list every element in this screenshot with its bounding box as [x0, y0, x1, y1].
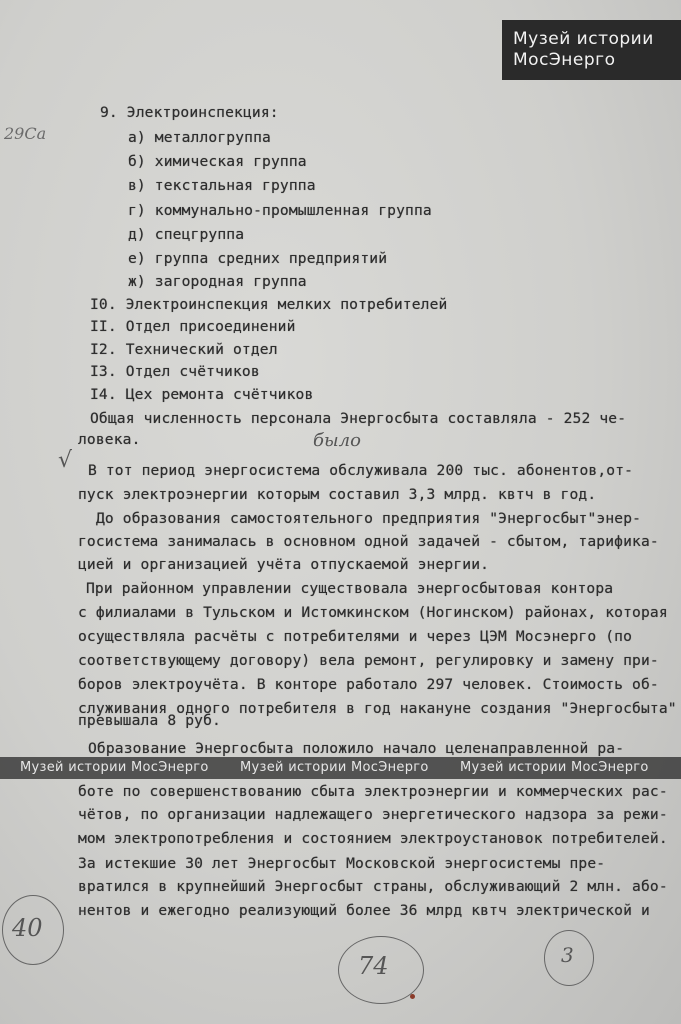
body-line: нентов и ежегодно реализующий более 36 млрд квтч электрической и: [78, 902, 650, 919]
body-line: Общая численность персонала Энергосбыта составляла - 252 че-: [90, 410, 627, 427]
watermark-text: Музей истории МосЭнерго: [240, 760, 429, 775]
sub-item-d: д) спецгруппа: [128, 226, 245, 243]
logo-line-2: МосЭнерго: [513, 50, 616, 70]
sub-item-a: а) металлогруппа: [128, 129, 271, 146]
sub-item-v: в) текстальная группа: [128, 177, 316, 194]
body-line: мом электропотребления и состоянием электроустановок потребителей.: [78, 830, 668, 847]
sub-item-zh: ж) загородная группа: [128, 273, 307, 290]
body-line: боте по совершенствованию сбыта электроэнергии и коммерческих рас-: [78, 783, 668, 800]
body-line: За истекшие 30 лет Энергосбыт Московской энергосистемы пре-: [78, 855, 606, 872]
body-line: превышала 8 руб.: [78, 712, 221, 729]
stray-mark: [410, 994, 415, 999]
page-number-center: 74: [358, 952, 389, 980]
body-line: госистема занималась в основном одной задачей - сбытом, тарифика-: [78, 533, 659, 550]
list-item-13: I3. Отдел счётчиков: [90, 363, 260, 380]
sub-item-g: г) коммунально-промышленная группа: [128, 202, 432, 219]
body-line: осуществляла расчёты с потребителями и через ЦЭМ Мосэнерго (по: [78, 628, 633, 645]
body-line: чётов, по организации надлежащего энергетического надзора за режи-: [78, 806, 668, 823]
body-line: До образования самостоятельного предприятия "Энергосбыт"энер-: [96, 510, 642, 527]
page-number-left: 40: [12, 914, 43, 942]
handwritten-insert: было: [313, 430, 361, 451]
list-item-12: I2. Технический отдел: [90, 341, 278, 358]
watermark-text: Музей истории МосЭнерго: [460, 760, 649, 775]
body-line: цией и организацией учёта отпускаемой энергии.: [78, 556, 490, 573]
page-number-right: 3: [561, 943, 574, 967]
body-line: При районном управлении существовала энергосбытовая контора: [86, 580, 614, 597]
body-line: служивания одного потребителя в год накануне создания "Энергосбыта": [78, 700, 677, 717]
list-item-11: II. Отдел присоединений: [90, 318, 296, 335]
body-line: с филиалами в Тульском и Истомкинском (Ногинском) районах, которая: [78, 604, 668, 621]
museum-logo: [502, 20, 681, 80]
body-line: пуск электроэнергии которым составил 3,3 млрд. квтч в год.: [78, 486, 597, 503]
list-item-10: I0. Электроинспекция мелких потребителей: [90, 296, 448, 313]
body-line: вратился в крупнейший Энергосбыт страны, обслуживающий 2 млн. або-: [78, 878, 668, 895]
watermark-text: Музей истории МосЭнерго: [20, 760, 209, 775]
logo-line-1: Музей истории: [513, 29, 654, 49]
sub-item-b: б) химическая группа: [128, 153, 307, 170]
body-line: соответствующему договору) вела ремонт, регулировку и замену при-: [78, 652, 659, 669]
sub-item-e: е) группа средних предприятий: [128, 250, 388, 267]
body-line: Образование Энергосбыта положило начало целенаправленной ра-: [88, 740, 625, 757]
list-item-9: 9. Электроинспекция:: [100, 104, 279, 121]
margin-note: 29Са: [4, 124, 47, 143]
body-line: ловека.: [78, 431, 141, 448]
list-item-14: I4. Цех ремонта счётчиков: [90, 386, 314, 403]
check-mark: √: [58, 448, 73, 473]
body-line: боров электроучёта. В конторе работало 297 человек. Стоимость об-: [78, 676, 659, 693]
body-line: В тот период энергосистема обслуживала 200 тыс. абонентов,от-: [88, 462, 634, 479]
